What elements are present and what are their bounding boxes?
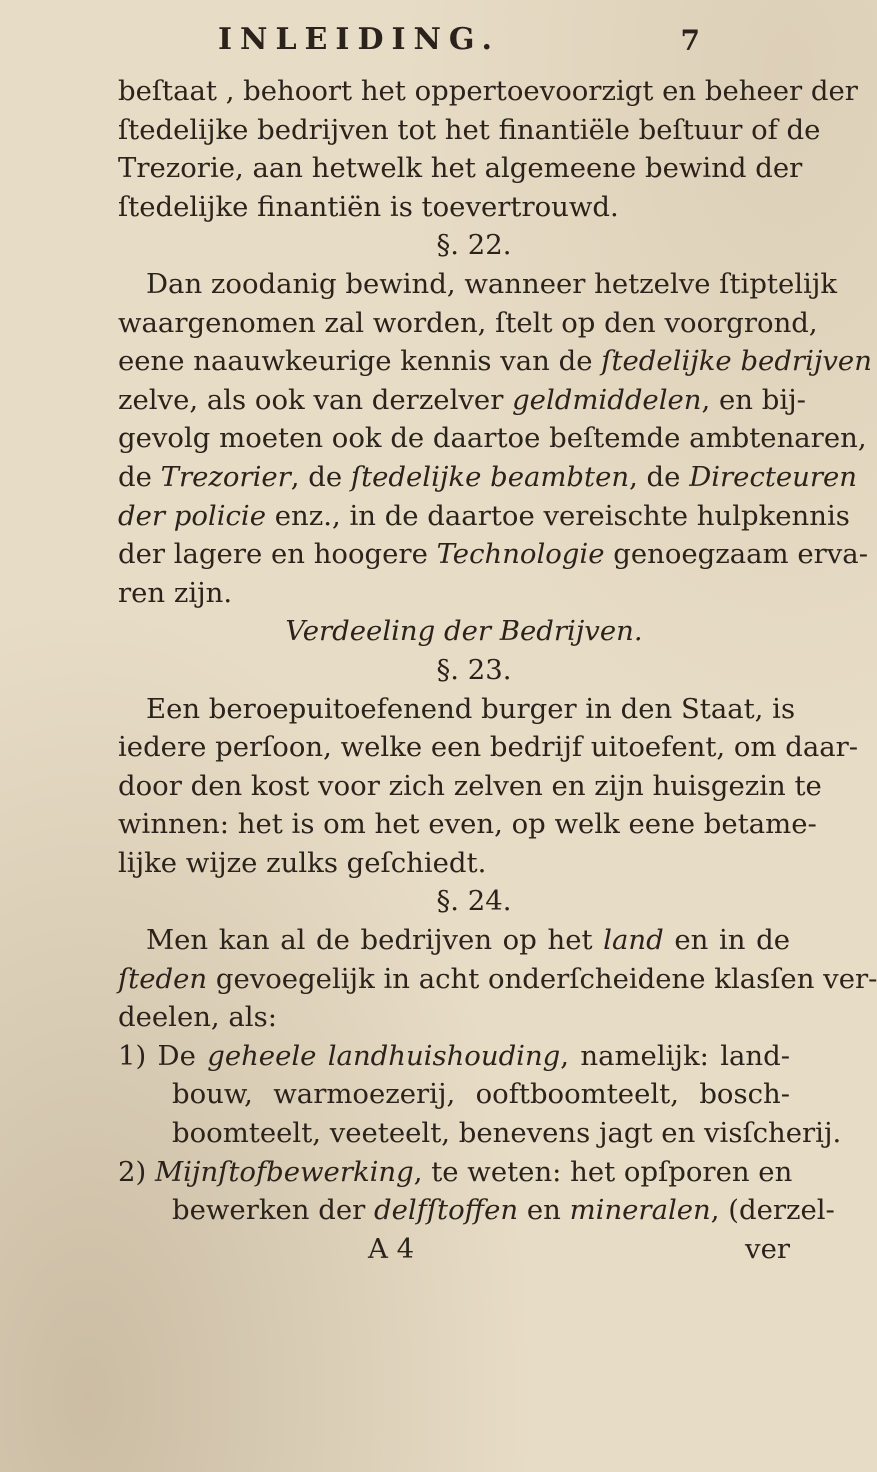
text-line: waargenomen zal worden, ſtelt op den voorgrond, <box>118 306 818 339</box>
section-number: §. 22. <box>436 229 512 262</box>
text-line: ſtedelijke bedrijven tot het finantiële beſtuur of de <box>118 113 821 146</box>
italic-span: ſtedelijke bedrijven <box>601 345 872 378</box>
text-span: , namelijk: land- <box>560 1039 791 1072</box>
italic-span: der policie <box>118 499 266 532</box>
italic-span: Technologie <box>436 538 605 571</box>
list-item-continuation <box>118 1191 835 1230</box>
italic-span: Mijnſtofbewerking <box>154 1155 414 1188</box>
list-item-continuation: boomteelt, veeteelt, benevens jagt en visſcherij. <box>172 1117 842 1150</box>
italic-span: delfſtoffen <box>374 1194 519 1227</box>
text-line: lijke wijze zulks geſchiedt. <box>118 846 487 879</box>
text-span: 1) De <box>118 1039 208 1072</box>
italic-span: Trezorier <box>160 460 291 493</box>
catchword: ver <box>745 1232 790 1265</box>
text-span: , de <box>290 460 351 493</box>
text-span: de <box>118 460 161 493</box>
text-span: der lagere en hoogere <box>118 538 437 571</box>
text-span: 2) <box>118 1155 155 1188</box>
text-span: eene naauwkeurige kennis van de <box>118 345 602 378</box>
text-span: , (derzel- <box>710 1194 835 1227</box>
italic-span: ſteden <box>118 962 208 995</box>
text-span: zelve, als ook van derzelver <box>118 383 513 416</box>
page-footer <box>118 1230 790 1269</box>
running-head: INLEIDING. <box>218 22 500 57</box>
italic-span: Directeuren <box>689 460 858 493</box>
text-span: bewerken der <box>172 1194 374 1227</box>
text-line <box>118 381 806 420</box>
text-line: ſtedelijke finantiën is toevertrouwd. <box>118 190 619 223</box>
list-item <box>118 1037 790 1076</box>
text-line <box>118 342 872 381</box>
text-line: beſtaat , behoort het oppertoevoorzigt en beheer der <box>118 75 858 107</box>
list-item <box>118 1153 793 1192</box>
text-line: iedere perſoon, welke een bedrijf uitoefent, om daar- <box>118 731 859 764</box>
italic-span: mineralen <box>569 1194 711 1227</box>
text-line <box>118 960 877 999</box>
text-span: genoegzaam erva- <box>604 538 868 571</box>
text-line: Dan zoodanig bewind, wanneer hetzelve ſtiptelijk <box>146 267 838 300</box>
text-span: , de <box>629 460 690 493</box>
text-span: Men kan al de bedrijven op het <box>146 924 604 957</box>
section-subtitle: Verdeeling der Bedrijven. <box>285 615 643 648</box>
signature-mark: A 4 <box>368 1232 415 1265</box>
italic-span: geldmiddelen <box>512 383 702 416</box>
text-span: , te weten: het opſporen en <box>413 1155 793 1188</box>
text-span: en <box>518 1194 570 1227</box>
text-line: Trezorie, aan hetwelk het algemeene bewind der <box>118 152 803 185</box>
text-span: , en bij- <box>701 383 806 416</box>
text-line <box>118 458 858 497</box>
text-line <box>118 535 868 574</box>
italic-span: geheele landhuishouding <box>207 1039 561 1072</box>
text-span: enz., in de daartoe vereischte hulpkennis <box>266 499 850 532</box>
text-line: winnen: het is om het even, op welk eene betame- <box>118 808 817 841</box>
text-span: gevoegelijk in acht onderſcheidene klasſen ver- <box>207 962 877 995</box>
text-line: Een beroepuitoefenend burger in den Staat, is <box>146 692 796 725</box>
body-text <box>118 72 877 1268</box>
italic-span: ſtedelijke beambten <box>350 460 630 493</box>
text-line <box>118 921 790 960</box>
text-line: gevolg moeten ook de daartoe beſtemde ambtenaren, <box>118 422 867 455</box>
page-header <box>200 22 700 66</box>
list-item-continuation: bouw, warmoezerij, ooftboomteelt, bosch- <box>172 1078 790 1111</box>
page-number: 7 <box>680 24 700 57</box>
section-number: §. 24. <box>436 885 512 918</box>
text-line: door den kost voor zich zelven en zijn huisgezin te <box>118 769 822 802</box>
italic-span: land <box>603 924 664 957</box>
text-span: en in de <box>663 924 790 957</box>
text-line <box>118 497 850 536</box>
text-line: deelen, als: <box>118 1001 277 1034</box>
text-line: ren zijn. <box>118 576 233 609</box>
section-number: §. 23. <box>436 653 512 686</box>
